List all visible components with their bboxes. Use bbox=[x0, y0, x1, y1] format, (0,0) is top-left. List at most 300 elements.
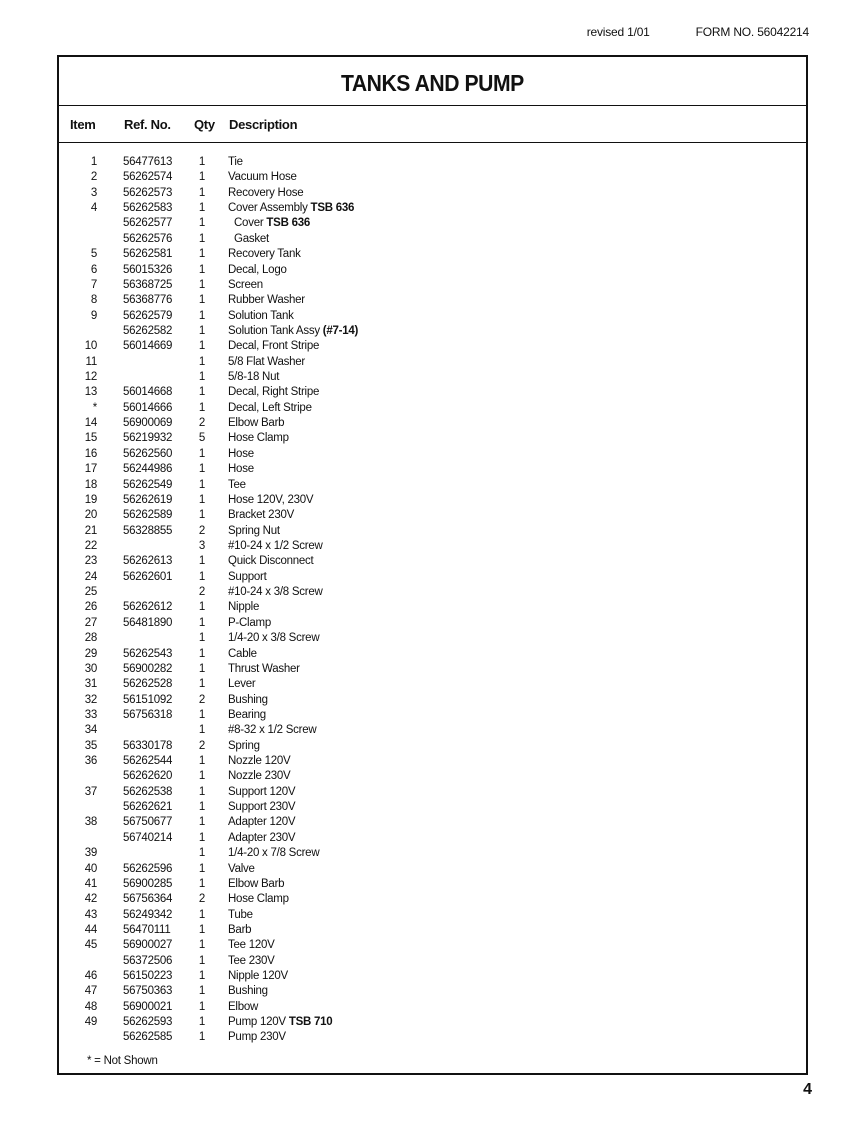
description-text: Spring bbox=[228, 739, 260, 752]
description-text: Spring Nut bbox=[228, 524, 280, 537]
description-text: Gasket bbox=[234, 232, 269, 245]
description bbox=[228, 493, 313, 508]
description bbox=[228, 155, 243, 170]
column-header-item: Item bbox=[70, 117, 96, 132]
description bbox=[228, 585, 323, 600]
ref-number: 56262573 bbox=[123, 186, 173, 199]
table-row bbox=[59, 431, 806, 446]
quantity: 1 bbox=[198, 862, 206, 875]
description bbox=[228, 170, 297, 185]
item-number: 46 bbox=[84, 970, 97, 983]
ref-number: 56262549 bbox=[123, 478, 173, 491]
description bbox=[228, 401, 312, 416]
table-row bbox=[59, 263, 806, 278]
quantity: 1 bbox=[198, 371, 206, 384]
description-text: Support bbox=[228, 570, 267, 583]
description-text: Hose bbox=[228, 447, 254, 460]
description bbox=[228, 662, 300, 677]
item-number: 17 bbox=[84, 463, 97, 476]
ref-number: 56470111 bbox=[123, 923, 171, 936]
ref-number: 56014669 bbox=[123, 340, 173, 353]
quantity: 2 bbox=[198, 693, 206, 706]
item-number: 38 bbox=[84, 816, 97, 829]
description bbox=[228, 862, 255, 877]
description bbox=[228, 570, 267, 585]
description-text: Solution Tank bbox=[228, 309, 294, 322]
revision-date: revised 1/01 bbox=[586, 25, 650, 39]
item-number: 9 bbox=[90, 309, 97, 322]
ref-number: 56262560 bbox=[123, 447, 173, 460]
table-row bbox=[59, 1000, 806, 1015]
table-row bbox=[59, 708, 806, 723]
ref-number: 56750363 bbox=[123, 985, 173, 998]
quantity: 1 bbox=[198, 478, 206, 491]
description-bold-note: TSB 636 bbox=[310, 202, 355, 215]
footnote: * = Not Shown bbox=[87, 1055, 158, 1067]
description-text: #10-24 x 1/2 Screw bbox=[228, 539, 323, 552]
quantity: 1 bbox=[198, 816, 206, 829]
description-text: Nozzle 120V bbox=[228, 755, 291, 768]
ref-number: 56262613 bbox=[123, 555, 173, 568]
description bbox=[228, 1030, 286, 1045]
item-number: 25 bbox=[84, 586, 97, 599]
item-number: 36 bbox=[84, 755, 97, 768]
quantity: 1 bbox=[198, 355, 206, 368]
description-text: Pump 120V bbox=[228, 1016, 286, 1029]
quantity: 1 bbox=[198, 509, 206, 522]
description bbox=[228, 385, 319, 400]
quantity: 1 bbox=[198, 923, 206, 936]
description-text: Recovery Hose bbox=[228, 186, 304, 199]
item-number: 49 bbox=[84, 1016, 97, 1029]
quantity: 1 bbox=[198, 1031, 206, 1044]
description-text: Elbow Barb bbox=[228, 417, 285, 430]
table-row bbox=[59, 815, 806, 830]
description bbox=[228, 969, 288, 984]
item-number: 13 bbox=[84, 386, 97, 399]
description-text: Cable bbox=[228, 647, 257, 660]
description bbox=[228, 616, 271, 631]
ref-number: 56014666 bbox=[123, 401, 173, 414]
description-text: Tie bbox=[228, 156, 243, 168]
item-number: 41 bbox=[84, 877, 97, 890]
item-number: 24 bbox=[84, 570, 97, 583]
quantity: 1 bbox=[198, 186, 206, 199]
description-bold-note: (#7-14) bbox=[322, 324, 359, 337]
column-header-ref-no: Ref. No. bbox=[124, 117, 171, 132]
description-text: P-Clamp bbox=[228, 616, 271, 629]
description-text: Support 120V bbox=[228, 785, 296, 798]
item-number: 5 bbox=[90, 248, 97, 261]
ref-number: 56262576 bbox=[123, 232, 173, 245]
table-row bbox=[59, 170, 806, 185]
description bbox=[228, 278, 263, 293]
quantity: 2 bbox=[198, 586, 206, 599]
description-text: Cover bbox=[234, 217, 264, 230]
description bbox=[228, 769, 290, 784]
table-row bbox=[59, 493, 806, 508]
table-row bbox=[59, 693, 806, 708]
page-title: TANKS AND PUMP bbox=[341, 69, 524, 96]
table-row bbox=[59, 892, 806, 907]
description-text: Bearing bbox=[228, 708, 266, 721]
quantity: 1 bbox=[198, 847, 206, 860]
description bbox=[228, 355, 305, 370]
quantity: 1 bbox=[198, 171, 206, 184]
page-header-meta bbox=[587, 25, 809, 39]
table-row bbox=[59, 278, 806, 293]
quantity: 1 bbox=[198, 632, 206, 645]
ref-number: 56262544 bbox=[123, 755, 173, 768]
description-text: Adapter 230V bbox=[228, 831, 296, 844]
ref-number: 56014668 bbox=[123, 386, 173, 399]
description-text: Tee 230V bbox=[228, 954, 275, 967]
table-row bbox=[59, 585, 806, 600]
quantity: 1 bbox=[198, 954, 206, 967]
item-number: 11 bbox=[85, 355, 97, 368]
item-number: 33 bbox=[84, 708, 97, 721]
description bbox=[228, 631, 319, 646]
ref-number: 56900285 bbox=[123, 877, 173, 890]
quantity: 1 bbox=[198, 156, 206, 168]
description-text: Tube bbox=[228, 908, 253, 921]
item-number: 48 bbox=[84, 1000, 97, 1013]
quantity: 1 bbox=[198, 324, 206, 337]
quantity: 1 bbox=[198, 601, 206, 614]
table-row bbox=[59, 339, 806, 354]
table-row bbox=[59, 739, 806, 754]
table-row bbox=[59, 309, 806, 324]
description-text: Nozzle 230V bbox=[228, 770, 291, 783]
item-number: 42 bbox=[84, 893, 97, 906]
table-row bbox=[59, 416, 806, 431]
description-text: Barb bbox=[228, 923, 252, 936]
description bbox=[228, 263, 287, 278]
table-row bbox=[59, 984, 806, 999]
item-number: 30 bbox=[84, 662, 97, 675]
ref-number: 56740214 bbox=[123, 831, 173, 844]
ref-number: 56262596 bbox=[123, 862, 173, 875]
description-text: Vacuum Hose bbox=[228, 171, 297, 184]
description bbox=[228, 339, 319, 354]
item-number: 47 bbox=[84, 985, 97, 998]
quantity: 1 bbox=[198, 970, 206, 983]
table-row bbox=[59, 908, 806, 923]
description bbox=[228, 309, 294, 324]
ref-number: 56262619 bbox=[123, 493, 173, 506]
quantity: 1 bbox=[198, 570, 206, 583]
description bbox=[228, 1015, 332, 1030]
quantity: 1 bbox=[198, 232, 206, 245]
table-row bbox=[59, 1015, 806, 1030]
description bbox=[228, 524, 280, 539]
description bbox=[228, 600, 259, 615]
table-row bbox=[59, 478, 806, 493]
description-text: Bracket 230V bbox=[228, 509, 295, 522]
description bbox=[228, 324, 358, 339]
description-text: Decal, Front Stripe bbox=[228, 340, 320, 353]
table-row bbox=[59, 616, 806, 631]
column-header-qty: Qty bbox=[194, 117, 215, 132]
quantity: 1 bbox=[198, 939, 206, 952]
description bbox=[228, 954, 275, 969]
item-number: 37 bbox=[84, 785, 97, 798]
quantity: 1 bbox=[198, 908, 206, 921]
quantity: 1 bbox=[198, 202, 206, 215]
item-number: 35 bbox=[84, 739, 97, 752]
quantity: 1 bbox=[198, 662, 206, 675]
ref-number: 56262620 bbox=[123, 770, 173, 783]
item-number: 22 bbox=[84, 539, 97, 552]
description-text: Hose Clamp bbox=[228, 432, 289, 445]
ref-number: 56262585 bbox=[123, 1031, 173, 1044]
table-row bbox=[59, 923, 806, 938]
item-number: 45 bbox=[84, 939, 97, 952]
ref-number: 56368776 bbox=[123, 294, 173, 307]
table-row bbox=[59, 769, 806, 784]
description bbox=[228, 693, 268, 708]
item-number: 3 bbox=[90, 186, 97, 199]
quantity: 1 bbox=[198, 801, 206, 814]
quantity: 1 bbox=[198, 401, 206, 414]
description-text: Cover Assembly bbox=[228, 202, 308, 215]
ref-number: 56262528 bbox=[123, 678, 173, 691]
description bbox=[228, 923, 251, 938]
description-text: Elbow bbox=[228, 1000, 259, 1013]
table-row bbox=[59, 247, 806, 262]
quantity: 2 bbox=[198, 739, 206, 752]
ref-number: 56481890 bbox=[123, 616, 173, 629]
description-text: Solution Tank Assy bbox=[228, 324, 320, 337]
ref-number: 56262612 bbox=[123, 601, 173, 614]
quantity: 1 bbox=[198, 386, 206, 399]
quantity: 1 bbox=[198, 616, 206, 629]
ref-number: 56756364 bbox=[123, 893, 173, 906]
table-row bbox=[59, 831, 806, 846]
title-bar bbox=[59, 57, 806, 106]
item-number: 29 bbox=[84, 647, 97, 660]
quantity: 1 bbox=[198, 647, 206, 660]
table-row bbox=[59, 324, 806, 339]
description-text: Hose bbox=[228, 463, 254, 476]
description-text: 5/8 Flat Washer bbox=[228, 355, 305, 368]
quantity: 1 bbox=[198, 309, 206, 322]
ref-number: 56262538 bbox=[123, 785, 173, 798]
table-row bbox=[59, 462, 806, 477]
item-number: 28 bbox=[84, 632, 97, 645]
ref-number: 56151092 bbox=[123, 693, 173, 706]
description bbox=[228, 754, 290, 769]
table-row bbox=[59, 186, 806, 201]
item-number: 10 bbox=[84, 340, 97, 353]
item-number: 26 bbox=[84, 601, 97, 614]
item-number: 32 bbox=[84, 693, 97, 706]
table-row bbox=[59, 754, 806, 769]
ref-number: 56330178 bbox=[123, 739, 173, 752]
description bbox=[228, 984, 268, 999]
quantity: 5 bbox=[198, 432, 206, 445]
description-text: 1/4-20 x 7/8 Screw bbox=[228, 847, 320, 860]
ref-number: 56368725 bbox=[123, 278, 173, 291]
description bbox=[228, 831, 295, 846]
description bbox=[228, 723, 316, 738]
description bbox=[228, 462, 254, 477]
page-number: 4 bbox=[803, 1081, 812, 1098]
description bbox=[234, 216, 310, 231]
description bbox=[228, 785, 295, 800]
ref-number: 56262577 bbox=[123, 217, 173, 230]
description-text: Lever bbox=[228, 678, 256, 691]
quantity: 1 bbox=[198, 555, 206, 568]
quantity: 1 bbox=[198, 785, 206, 798]
table-row bbox=[59, 524, 806, 539]
ref-number: 56015326 bbox=[123, 263, 173, 276]
ref-number: 56900282 bbox=[123, 662, 173, 675]
description bbox=[228, 293, 305, 308]
item-number: 34 bbox=[84, 724, 97, 737]
table-row bbox=[59, 293, 806, 308]
description-text: Nipple 120V bbox=[228, 970, 288, 983]
table-header bbox=[59, 106, 806, 143]
description bbox=[228, 416, 284, 431]
description bbox=[228, 677, 256, 692]
item-number: 43 bbox=[84, 908, 97, 921]
quantity: 1 bbox=[198, 770, 206, 783]
item-number: 21 bbox=[84, 524, 97, 537]
quantity: 1 bbox=[198, 463, 206, 476]
item-number: 1 bbox=[90, 156, 97, 168]
description bbox=[228, 739, 260, 754]
description-text: Tee bbox=[228, 478, 246, 491]
description-text: Bushing bbox=[228, 985, 268, 998]
item-number: 39 bbox=[84, 847, 97, 860]
table-row bbox=[59, 877, 806, 892]
table-row bbox=[59, 508, 806, 523]
ref-number: 56262589 bbox=[123, 509, 173, 522]
quantity: 1 bbox=[198, 1000, 206, 1013]
ref-number: 56249342 bbox=[123, 908, 173, 921]
quantity: 1 bbox=[198, 294, 206, 307]
description bbox=[228, 431, 289, 446]
item-number: 7 bbox=[90, 278, 97, 291]
table-row bbox=[59, 862, 806, 877]
quantity: 1 bbox=[198, 340, 206, 353]
description bbox=[228, 508, 294, 523]
item-number: 4 bbox=[90, 202, 97, 215]
item-number: 31 bbox=[84, 678, 97, 691]
description-text: #8-32 x 1/2 Screw bbox=[228, 724, 317, 737]
quantity: 1 bbox=[198, 263, 206, 276]
description bbox=[228, 370, 279, 385]
ref-number: 56262593 bbox=[123, 1016, 173, 1029]
ref-number: 56262601 bbox=[123, 570, 173, 583]
ref-number: 56900069 bbox=[123, 417, 173, 430]
ref-number: 56900021 bbox=[123, 1000, 173, 1013]
table-row bbox=[59, 355, 806, 370]
description-text: Valve bbox=[228, 862, 255, 875]
description-text: 5/8-18 Nut bbox=[228, 371, 280, 384]
quantity: 1 bbox=[198, 493, 206, 506]
item-number: 40 bbox=[84, 862, 97, 875]
quantity: 1 bbox=[198, 248, 206, 261]
ref-number: 56372506 bbox=[123, 954, 173, 967]
table-row bbox=[59, 938, 806, 953]
parts-table-body bbox=[59, 155, 806, 1046]
ref-number: 56244986 bbox=[123, 463, 173, 476]
item-number: 14 bbox=[84, 417, 97, 430]
description-text: Hose 120V, 230V bbox=[228, 493, 314, 506]
description-text: Tee 120V bbox=[228, 939, 275, 952]
quantity: 1 bbox=[198, 1016, 206, 1029]
table-row bbox=[59, 216, 806, 231]
description-text: Bushing bbox=[228, 693, 268, 706]
description-bold-note: TSB 710 bbox=[288, 1016, 333, 1029]
ref-number: 56756318 bbox=[123, 708, 173, 721]
quantity: 1 bbox=[198, 708, 206, 721]
quantity: 1 bbox=[198, 831, 206, 844]
table-row bbox=[59, 554, 806, 569]
table-row bbox=[59, 647, 806, 662]
table-row bbox=[59, 662, 806, 677]
item-number: 16 bbox=[84, 447, 97, 460]
table-row bbox=[59, 201, 806, 216]
quantity: 3 bbox=[198, 539, 206, 552]
item-number: 2 bbox=[90, 171, 97, 184]
item-number: 44 bbox=[84, 923, 97, 936]
description bbox=[228, 201, 354, 216]
table-row bbox=[59, 846, 806, 861]
quantity: 1 bbox=[198, 724, 206, 737]
item-number: 12 bbox=[84, 371, 97, 384]
description bbox=[228, 647, 257, 662]
quantity: 1 bbox=[198, 755, 206, 768]
quantity: 1 bbox=[198, 877, 206, 890]
ref-number: 56262574 bbox=[123, 171, 173, 184]
parts-list-frame bbox=[57, 55, 808, 1075]
table-row bbox=[59, 723, 806, 738]
ref-number: 56328855 bbox=[123, 524, 173, 537]
quantity: 2 bbox=[198, 524, 206, 537]
item-number: 18 bbox=[84, 478, 97, 491]
ref-number: 56900027 bbox=[123, 939, 173, 952]
ref-number: 56262582 bbox=[123, 324, 173, 337]
column-header-description: Description bbox=[229, 117, 298, 132]
description bbox=[228, 815, 295, 830]
description bbox=[228, 247, 301, 262]
table-row bbox=[59, 385, 806, 400]
description-text: 1/4-20 x 3/8 Screw bbox=[228, 632, 320, 645]
item-number: 20 bbox=[84, 509, 97, 522]
table-row bbox=[59, 370, 806, 385]
description bbox=[228, 800, 295, 815]
description bbox=[228, 554, 313, 569]
table-row bbox=[59, 539, 806, 554]
description bbox=[228, 539, 323, 554]
table-row bbox=[59, 232, 806, 247]
quantity: 1 bbox=[198, 678, 206, 691]
ref-number: 56262621 bbox=[123, 801, 173, 814]
table-row bbox=[59, 570, 806, 585]
description-text: Nipple bbox=[228, 601, 260, 614]
description-text: Adapter 120V bbox=[228, 816, 296, 829]
quantity: 1 bbox=[198, 278, 206, 291]
ref-number: 56262581 bbox=[123, 248, 173, 261]
ref-number: 56150223 bbox=[123, 970, 173, 983]
description bbox=[228, 938, 275, 953]
item-number: 23 bbox=[84, 555, 97, 568]
description-text: Decal, Right Stripe bbox=[228, 386, 320, 399]
item-number: * bbox=[92, 401, 97, 414]
